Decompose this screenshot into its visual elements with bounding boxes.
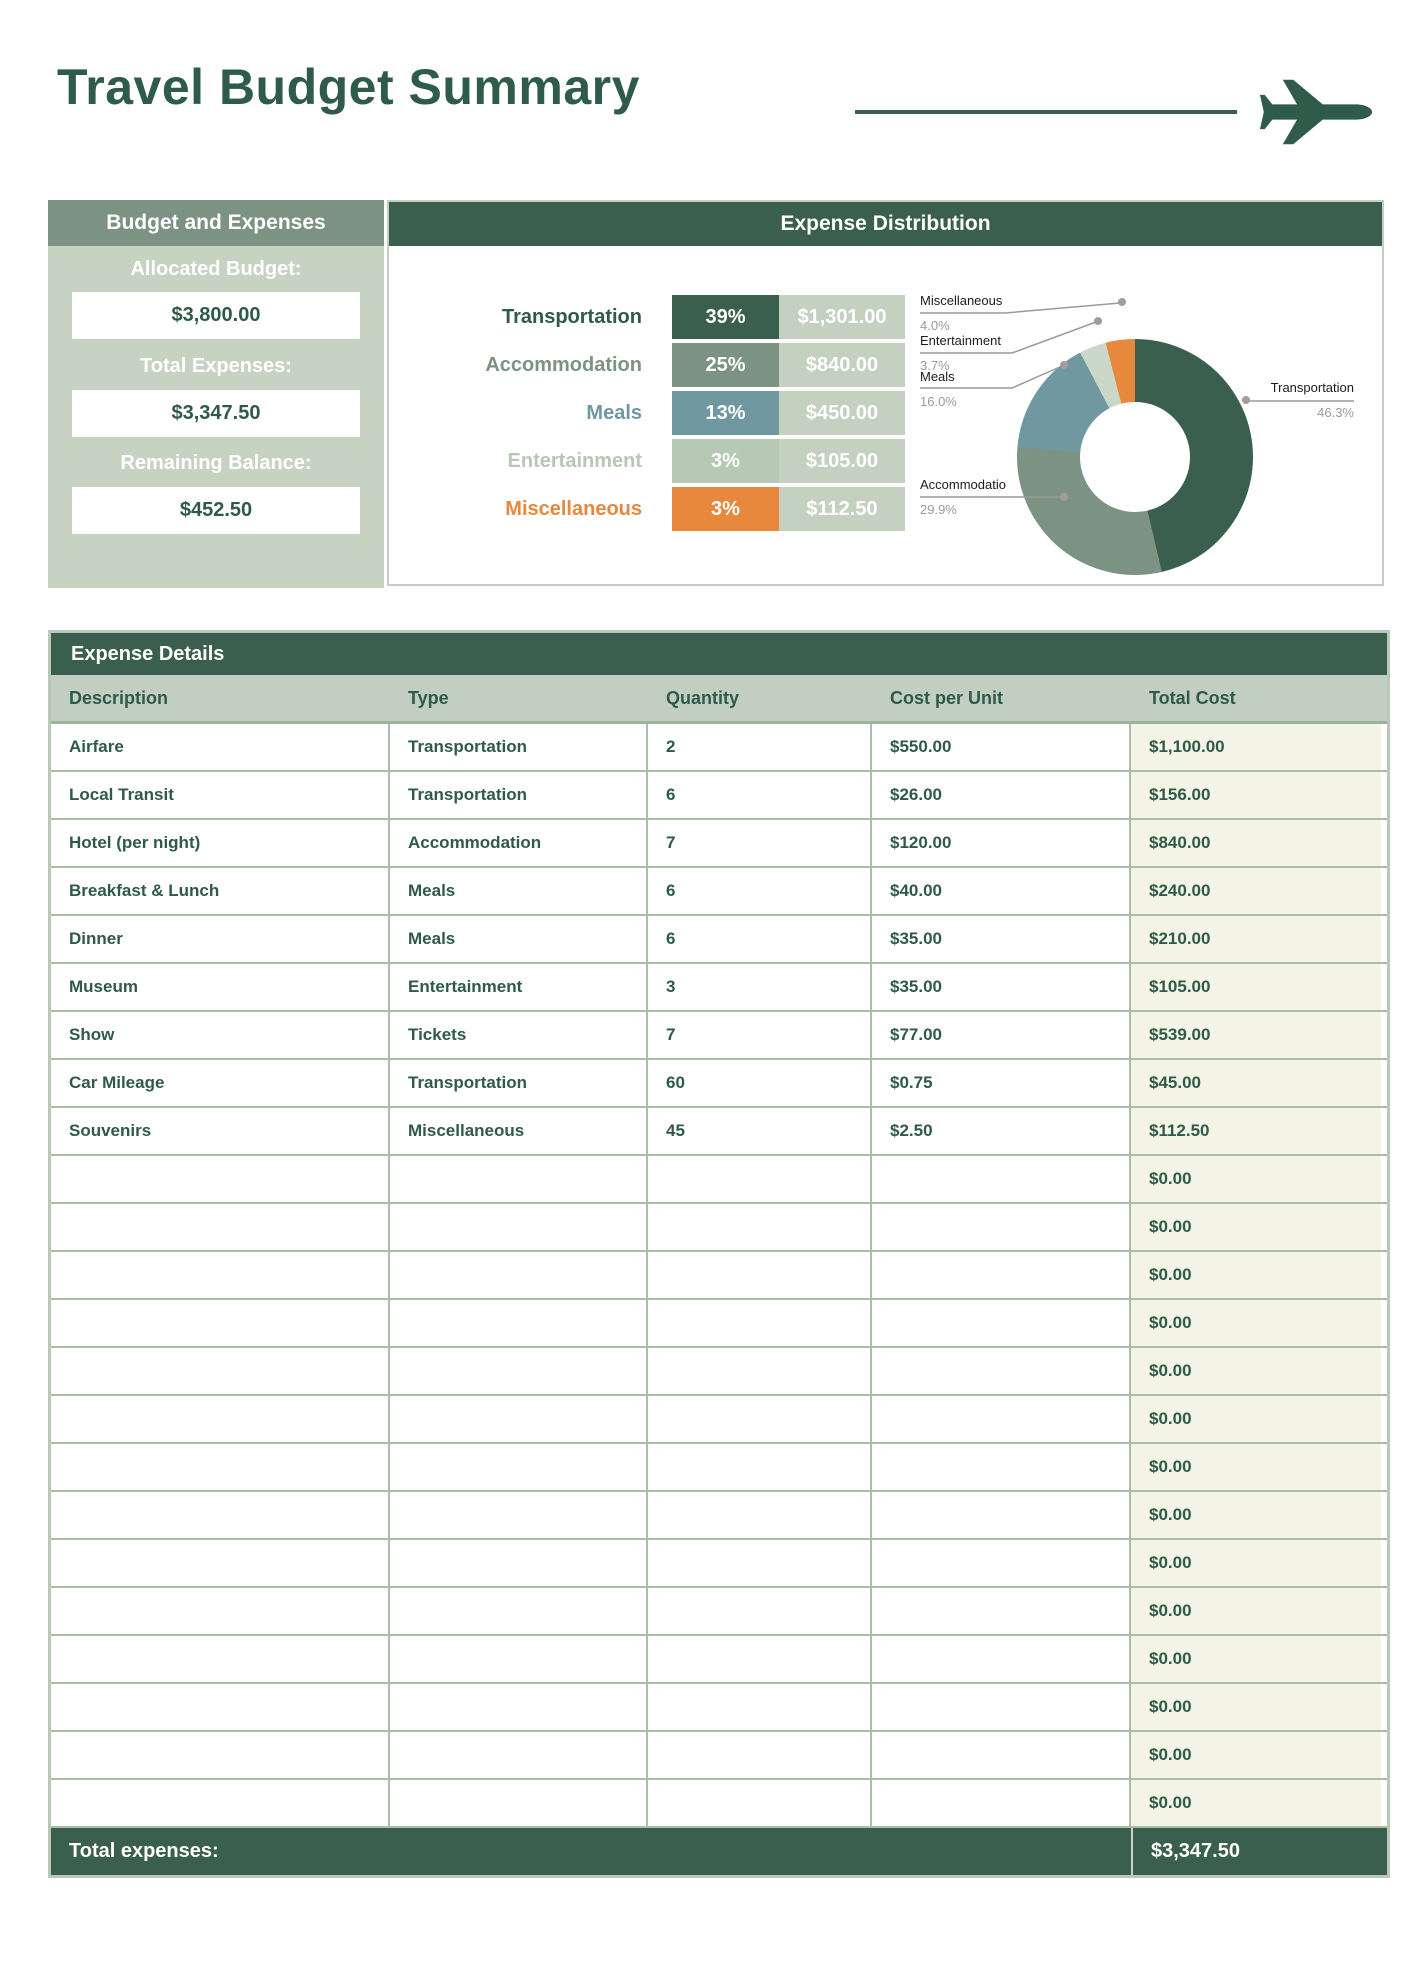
table-cell-empty-2-col3[interactable] xyxy=(872,1204,1131,1250)
table-cell-empty-10-col4[interactable]: $0.00 xyxy=(1131,1588,1381,1634)
table-cell-2-col3[interactable]: $26.00 xyxy=(872,772,1131,818)
table-cell-empty-2-col4[interactable]: $0.00 xyxy=(1131,1204,1381,1250)
table-cell-7-col1[interactable]: Tickets xyxy=(390,1012,648,1058)
table-row-empty-14 xyxy=(51,1780,1387,1828)
table-cell-3-col4[interactable]: $840.00 xyxy=(1131,820,1381,866)
distribution-row-transportation xyxy=(389,295,909,339)
distribution-amount-entertainment: $105.00 xyxy=(779,439,905,483)
table-cell-1-col4[interactable]: $1,100.00 xyxy=(1131,724,1381,770)
table-cell-empty-5-col1[interactable] xyxy=(390,1348,648,1394)
total-expenses-value[interactable]: $3,347.50 xyxy=(72,390,360,437)
table-cell-2-col4[interactable]: $156.00 xyxy=(1131,772,1381,818)
table-cell-9-col0[interactable]: Souvenirs xyxy=(51,1108,390,1154)
allocated-budget-value[interactable]: $3,800.00 xyxy=(72,292,360,339)
column-header-total-cost: Total Cost xyxy=(1149,688,1236,708)
table-cell-empty-3-col4[interactable]: $0.00 xyxy=(1131,1252,1381,1298)
total-expenses-footer-label: Total expenses: xyxy=(69,1840,219,1862)
table-cell-7-col0[interactable]: Show xyxy=(51,1012,390,1058)
distribution-amount-transportation: $1,301.00 xyxy=(779,295,905,339)
table-cell-empty-10-col3[interactable] xyxy=(872,1588,1131,1634)
table-row-7 xyxy=(51,1012,1387,1060)
table-cell-empty-1-col3[interactable] xyxy=(872,1156,1131,1202)
distribution-row-meals xyxy=(389,391,909,435)
table-row-6 xyxy=(51,964,1387,1012)
table-cell-empty-4-col0[interactable] xyxy=(51,1300,390,1346)
expense-details-title: Expense Details xyxy=(51,633,1387,675)
table-cell-4-col0[interactable]: Breakfast & Lunch xyxy=(51,868,390,914)
distribution-row-miscellaneous xyxy=(389,487,909,531)
table-cell-3-col2[interactable]: 7 xyxy=(648,820,872,866)
distribution-row-accommodation xyxy=(389,343,909,387)
table-cell-empty-1-col2[interactable] xyxy=(648,1156,872,1202)
table-cell-5-col3[interactable]: $35.00 xyxy=(872,916,1131,962)
distribution-pct-accommodation: 25% xyxy=(672,343,779,387)
table-cell-empty-3-col1[interactable] xyxy=(390,1252,648,1298)
table-row-empty-11 xyxy=(51,1636,1387,1684)
table-cell-empty-10-col1[interactable] xyxy=(390,1588,648,1634)
table-cell-empty-6-col1[interactable] xyxy=(390,1396,648,1442)
donut-label-transportation: Transportation xyxy=(1270,380,1354,395)
total-expenses-label: Total Expenses: xyxy=(140,355,292,377)
table-row-2 xyxy=(51,772,1387,820)
table-cell-6-col4[interactable]: $105.00 xyxy=(1131,964,1381,1010)
table-row-empty-1 xyxy=(51,1156,1387,1204)
table-cell-empty-11-col1[interactable] xyxy=(390,1636,648,1682)
distribution-label-meals: Meals xyxy=(586,402,642,424)
table-row-empty-6 xyxy=(51,1396,1387,1444)
table-cell-empty-6-col4[interactable]: $0.00 xyxy=(1131,1396,1381,1442)
table-cell-1-col2[interactable]: 2 xyxy=(648,724,872,770)
table-cell-empty-5-col0[interactable] xyxy=(51,1348,390,1394)
table-cell-4-col2[interactable]: 6 xyxy=(648,868,872,914)
table-cell-empty-7-col3[interactable] xyxy=(872,1444,1131,1490)
donut-pct-miscellaneous: 4.0% xyxy=(920,318,950,333)
table-cell-empty-4-col3[interactable] xyxy=(872,1300,1131,1346)
distribution-label-transportation: Transportation xyxy=(501,306,642,328)
table-row-8 xyxy=(51,1060,1387,1108)
table-row-empty-7 xyxy=(51,1444,1387,1492)
table-cell-empty-3-col2[interactable] xyxy=(648,1252,872,1298)
column-header-cost-per-unit: Cost per Unit xyxy=(890,688,1004,708)
donut-label-meals: Meals xyxy=(920,369,955,384)
distribution-amount-miscellaneous: $112.50 xyxy=(779,487,905,531)
table-cell-empty-11-col2[interactable] xyxy=(648,1636,872,1682)
table-cell-4-col3[interactable]: $40.00 xyxy=(872,868,1131,914)
table-cell-8-col1[interactable]: Transportation xyxy=(390,1060,648,1106)
table-cell-empty-5-col2[interactable] xyxy=(648,1348,872,1394)
table-cell-empty-8-col2[interactable] xyxy=(648,1492,872,1538)
table-cell-empty-12-col1[interactable] xyxy=(390,1684,648,1730)
expense-distribution-header: Expense Distribution xyxy=(387,200,1384,246)
table-cell-empty-12-col3[interactable] xyxy=(872,1684,1131,1730)
table-footer xyxy=(51,1828,1387,1875)
title-rule xyxy=(855,110,1237,114)
table-cell-2-col1[interactable]: Transportation xyxy=(390,772,648,818)
table-cell-empty-9-col2[interactable] xyxy=(648,1540,872,1586)
table-cell-empty-11-col0[interactable] xyxy=(51,1636,390,1682)
column-header-description: Description xyxy=(69,688,169,708)
table-cell-empty-3-col3[interactable] xyxy=(872,1252,1131,1298)
distribution-amount-meals: $450.00 xyxy=(779,391,905,435)
table-cell-empty-1-col4[interactable]: $0.00 xyxy=(1131,1156,1381,1202)
table-cell-empty-1-col0[interactable] xyxy=(51,1156,390,1202)
expense-distribution-panel xyxy=(387,200,1384,588)
table-cell-empty-14-col0[interactable] xyxy=(51,1780,390,1826)
table-cell-7-col2[interactable]: 7 xyxy=(648,1012,872,1058)
table-cell-empty-6-col2[interactable] xyxy=(648,1396,872,1442)
table-cell-empty-10-col2[interactable] xyxy=(648,1588,872,1634)
table-cell-empty-8-col3[interactable] xyxy=(872,1492,1131,1538)
table-cell-empty-14-col2[interactable] xyxy=(648,1780,872,1826)
distribution-amount-accommodation: $840.00 xyxy=(779,343,905,387)
table-row-empty-2 xyxy=(51,1204,1387,1252)
table-cell-empty-7-col2[interactable] xyxy=(648,1444,872,1490)
table-cell-6-col0[interactable]: Museum xyxy=(51,964,390,1010)
remaining-balance-label: Remaining Balance: xyxy=(120,452,312,474)
expense-details-table xyxy=(48,630,1390,1878)
table-cell-empty-5-col3[interactable] xyxy=(872,1348,1131,1394)
airplane-icon xyxy=(1260,74,1374,150)
table-cell-empty-2-col2[interactable] xyxy=(648,1204,872,1250)
table-row-empty-12 xyxy=(51,1684,1387,1732)
table-cell-6-col3[interactable]: $35.00 xyxy=(872,964,1131,1010)
table-cell-4-col1[interactable]: Meals xyxy=(390,868,648,914)
table-cell-empty-11-col4[interactable]: $0.00 xyxy=(1131,1636,1381,1682)
table-cell-2-col2[interactable]: 6 xyxy=(648,772,872,818)
donut-pct-entertainment: 3.7% xyxy=(920,358,950,373)
table-cell-5-col2[interactable]: 6 xyxy=(648,916,872,962)
table-cell-3-col0[interactable]: Hotel (per night) xyxy=(51,820,390,866)
donut-label-entertainment: Entertainment xyxy=(920,333,1001,348)
table-cell-1-col1[interactable]: Transportation xyxy=(390,724,648,770)
table-cell-empty-8-col1[interactable] xyxy=(390,1492,648,1538)
table-cell-empty-2-col0[interactable] xyxy=(51,1204,390,1250)
table-cell-empty-13-col3[interactable] xyxy=(872,1732,1131,1778)
table-cell-5-col1[interactable]: Meals xyxy=(390,916,648,962)
distribution-label-entertainment: Entertainment xyxy=(507,450,642,472)
table-cell-empty-14-col3[interactable] xyxy=(872,1780,1131,1826)
table-cell-empty-4-col2[interactable] xyxy=(648,1300,872,1346)
table-row-1 xyxy=(51,724,1387,772)
table-cell-empty-4-col1[interactable] xyxy=(390,1300,648,1346)
donut-pct-transportation: 46.3% xyxy=(1317,405,1354,420)
table-cell-empty-9-col0[interactable] xyxy=(51,1540,390,1586)
budget-expenses-header: Budget and Expenses xyxy=(48,200,384,246)
distribution-row-entertainment xyxy=(389,439,909,483)
distribution-label-miscellaneous: Miscellaneous xyxy=(505,498,642,520)
table-cell-empty-5-col4[interactable]: $0.00 xyxy=(1131,1348,1381,1394)
table-cell-7-col3[interactable]: $77.00 xyxy=(872,1012,1131,1058)
distribution-pct-meals: 13% xyxy=(672,391,779,435)
column-header-quantity: Quantity xyxy=(666,688,740,708)
table-column-header xyxy=(51,675,1387,724)
table-body xyxy=(51,724,1387,1828)
table-cell-1-col3[interactable]: $550.00 xyxy=(872,724,1131,770)
table-cell-empty-13-col0[interactable] xyxy=(51,1732,390,1778)
table-cell-8-col0[interactable]: Car Mileage xyxy=(51,1060,390,1106)
table-cell-empty-1-col1[interactable] xyxy=(390,1156,648,1202)
expense-distribution-body xyxy=(387,246,1384,586)
table-cell-empty-3-col0[interactable] xyxy=(51,1252,390,1298)
table-cell-9-col1[interactable]: Miscellaneous xyxy=(390,1108,648,1154)
table-cell-empty-6-col3[interactable] xyxy=(872,1396,1131,1442)
distribution-pct-entertainment: 3% xyxy=(672,439,779,483)
table-cell-3-col1[interactable]: Accommodation xyxy=(390,820,648,866)
table-cell-6-col1[interactable]: Entertainment xyxy=(390,964,648,1010)
donut-label-accommodatio: Accommodatio xyxy=(920,477,1006,492)
table-row-empty-10 xyxy=(51,1588,1387,1636)
allocated-budget-label: Allocated Budget: xyxy=(130,258,302,280)
table-cell-empty-6-col0[interactable] xyxy=(51,1396,390,1442)
table-cell-9-col2[interactable]: 45 xyxy=(648,1108,872,1154)
table-cell-1-col0[interactable]: Airfare xyxy=(51,724,390,770)
table-row-3 xyxy=(51,820,1387,868)
table-cell-empty-13-col2[interactable] xyxy=(648,1732,872,1778)
donut-pct-accommodatio: 29.9% xyxy=(920,502,957,517)
table-row-4 xyxy=(51,868,1387,916)
table-cell-6-col2[interactable]: 3 xyxy=(648,964,872,1010)
table-cell-3-col3[interactable]: $120.00 xyxy=(872,820,1131,866)
table-cell-empty-9-col1[interactable] xyxy=(390,1540,648,1586)
table-cell-empty-7-col1[interactable] xyxy=(390,1444,648,1490)
distribution-pct-transportation: 39% xyxy=(672,295,779,339)
remaining-balance-value[interactable]: $452.50 xyxy=(72,487,360,534)
table-row-empty-8 xyxy=(51,1492,1387,1540)
table-cell-5-col4[interactable]: $210.00 xyxy=(1131,916,1381,962)
table-cell-5-col0[interactable]: Dinner xyxy=(51,916,390,962)
table-row-empty-5 xyxy=(51,1348,1387,1396)
distribution-pct-miscellaneous: 3% xyxy=(672,487,779,531)
page-title: Travel Budget Summary xyxy=(57,59,640,115)
table-cell-empty-9-col3[interactable] xyxy=(872,1540,1131,1586)
table-row-empty-4 xyxy=(51,1300,1387,1348)
table-row-9 xyxy=(51,1108,1387,1156)
table-cell-empty-8-col0[interactable] xyxy=(51,1492,390,1538)
table-cell-empty-2-col1[interactable] xyxy=(390,1204,648,1250)
budget-expenses-panel xyxy=(48,200,384,588)
table-cell-7-col4[interactable]: $539.00 xyxy=(1131,1012,1381,1058)
table-row-empty-9 xyxy=(51,1540,1387,1588)
donut-pct-meals: 16.0% xyxy=(920,394,957,409)
table-cell-empty-14-col4[interactable]: $0.00 xyxy=(1131,1780,1381,1826)
table-cell-empty-14-col1[interactable] xyxy=(390,1780,648,1826)
distribution-label-accommodation: Accommodation xyxy=(485,354,642,376)
table-cell-empty-12-col2[interactable] xyxy=(648,1684,872,1730)
table-cell-empty-12-col4[interactable]: $0.00 xyxy=(1131,1684,1381,1730)
table-cell-empty-12-col0[interactable] xyxy=(51,1684,390,1730)
table-row-empty-3 xyxy=(51,1252,1387,1300)
table-cell-8-col4[interactable]: $45.00 xyxy=(1131,1060,1381,1106)
total-expenses-footer-value: $3,347.50 xyxy=(1131,1828,1381,1875)
table-cell-9-col4[interactable]: $112.50 xyxy=(1131,1108,1381,1154)
table-cell-empty-8-col4[interactable]: $0.00 xyxy=(1131,1492,1381,1538)
table-cell-8-col2[interactable]: 60 xyxy=(648,1060,872,1106)
donut-label-miscellaneous: Miscellaneous xyxy=(920,293,1003,308)
table-cell-empty-4-col4[interactable]: $0.00 xyxy=(1131,1300,1381,1346)
table-cell-2-col0[interactable]: Local Transit xyxy=(51,772,390,818)
table-cell-empty-9-col4[interactable]: $0.00 xyxy=(1131,1540,1381,1586)
table-cell-9-col3[interactable]: $2.50 xyxy=(872,1108,1131,1154)
table-cell-empty-13-col4[interactable]: $0.00 xyxy=(1131,1732,1381,1778)
table-cell-8-col3[interactable]: $0.75 xyxy=(872,1060,1131,1106)
table-cell-empty-10-col0[interactable] xyxy=(51,1588,390,1634)
table-cell-empty-7-col4[interactable]: $0.00 xyxy=(1131,1444,1381,1490)
budget-expenses-body xyxy=(48,246,384,588)
table-cell-empty-7-col0[interactable] xyxy=(51,1444,390,1490)
table-cell-empty-11-col3[interactable] xyxy=(872,1636,1131,1682)
table-row-5 xyxy=(51,916,1387,964)
table-cell-4-col4[interactable]: $240.00 xyxy=(1131,868,1381,914)
table-cell-empty-13-col1[interactable] xyxy=(390,1732,648,1778)
column-header-type: Type xyxy=(408,688,449,708)
table-row-empty-13 xyxy=(51,1732,1387,1780)
